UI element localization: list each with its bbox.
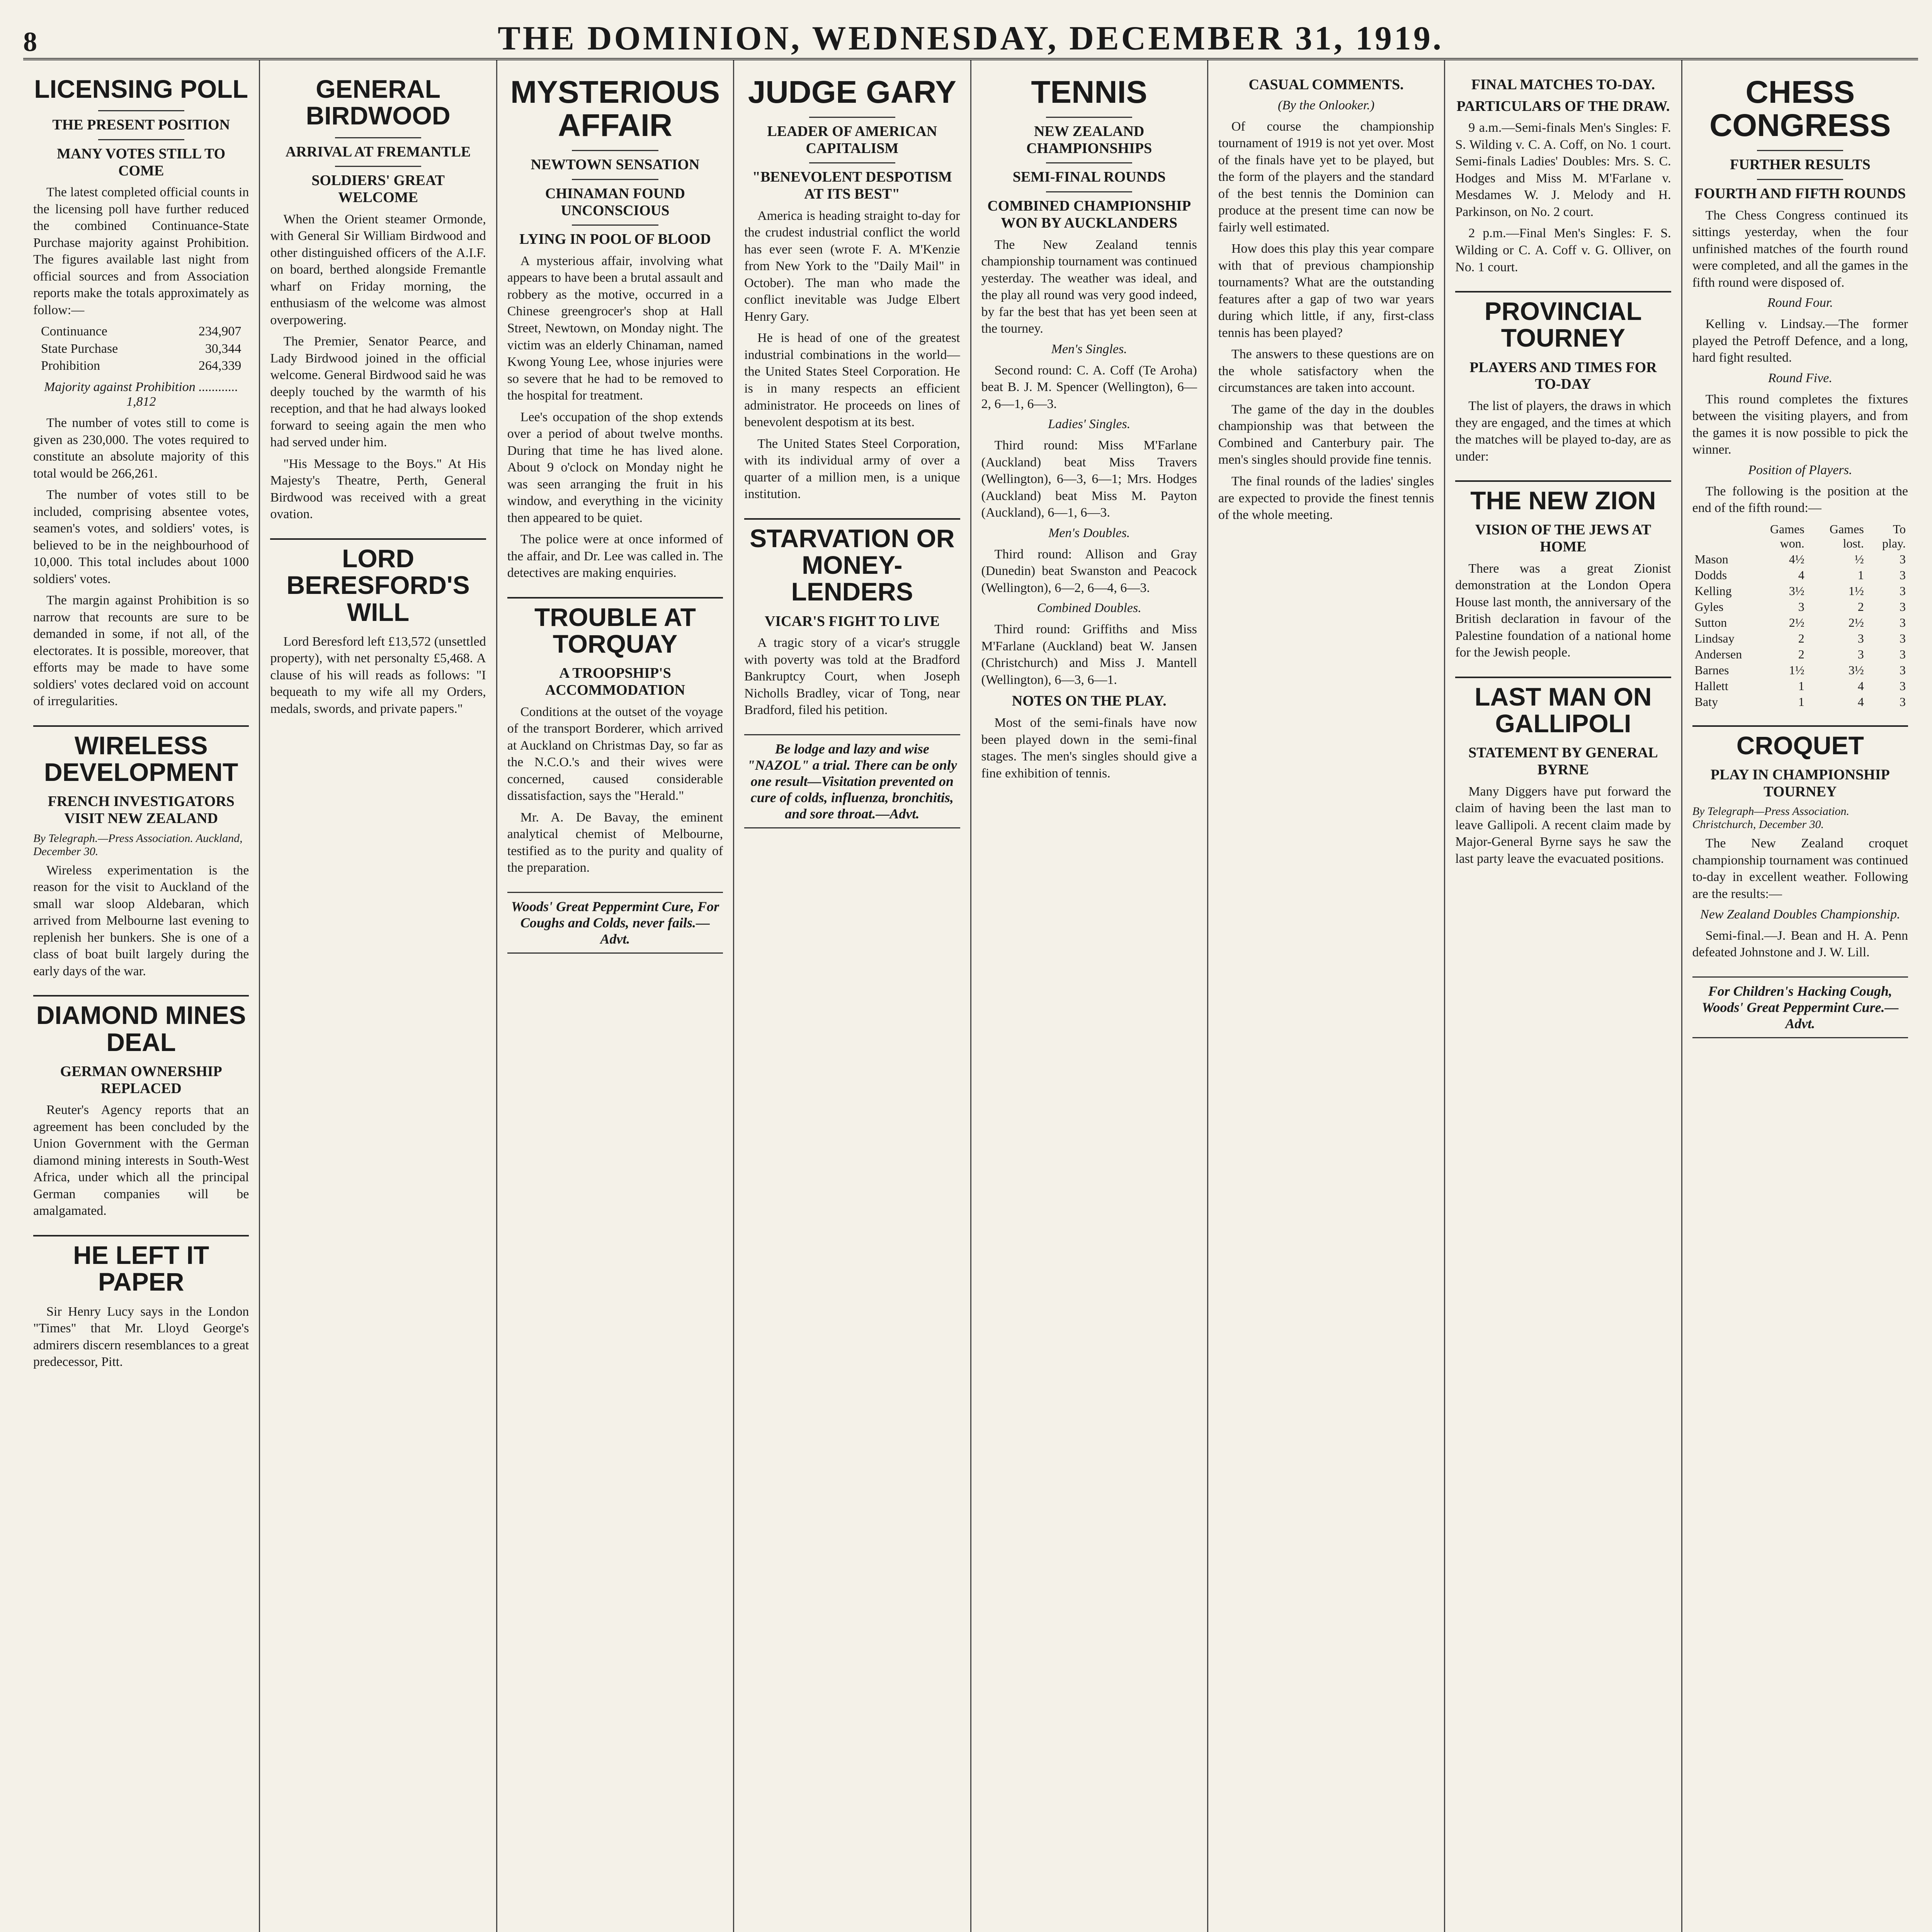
advertisement: Woods' Great Peppermint Cure, For Coughs and Colds, never fails.—Advt. bbox=[507, 892, 723, 954]
headline: DIAMOND MINES DEAL bbox=[36, 1001, 246, 1056]
article-new-zion bbox=[1455, 487, 1671, 661]
article-gallipoli bbox=[1455, 684, 1671, 867]
subheadline: LEADER OF AMERICAN CAPITALISM bbox=[767, 123, 937, 156]
article-divider bbox=[1455, 677, 1671, 678]
paragraph: The game of the day in the doubles championship was that between the Combined and Canterbury pair. The men's singles should provide fine tennis. bbox=[1218, 402, 1434, 467]
article-judge-gary bbox=[744, 76, 960, 503]
column-3 bbox=[497, 60, 734, 1932]
article-starvation bbox=[744, 525, 960, 719]
paragraph: Mr. A. De Bavay, the eminent analytical chemist of Melbourne, testified as to the purity and quality of the preparation. bbox=[507, 810, 723, 875]
masthead bbox=[23, 15, 1918, 60]
article-croquet bbox=[1692, 732, 1908, 961]
article-divider bbox=[33, 1235, 249, 1236]
divider bbox=[98, 110, 184, 111]
article-provincial-tourney bbox=[1455, 298, 1671, 465]
paragraph: There was a great Zionist demonstration at the London Opera House last month, the anniversary of the British declaration in favour of the Palestine foundation of a national home for the Jewish people. bbox=[1455, 561, 1671, 660]
paragraph: Second round: C. A. Coff (Te Aroha) beat B. J. M. Spencer (Wellington), 6—2, 6—1, 6—3. bbox=[981, 363, 1197, 411]
paragraph: Many Diggers have put forward the claim of having been the last man to leave Gallipoli. A recent claim made by Major-General Byrne says he saw the last party leave the evacuated positions. bbox=[1455, 784, 1671, 866]
divider bbox=[572, 179, 658, 180]
article-diamond-mines bbox=[33, 1002, 249, 1219]
article-tennis bbox=[981, 76, 1197, 782]
divider bbox=[335, 166, 421, 167]
column-1 bbox=[23, 60, 260, 1932]
byline: (By the Onlooker.) bbox=[1277, 98, 1375, 112]
page-number: 8 bbox=[23, 26, 37, 57]
article-beresford-will bbox=[270, 545, 486, 717]
vote-totals bbox=[33, 323, 249, 374]
headline: WIRELESS DEVELOPMENT bbox=[44, 731, 238, 787]
section-heading: Men's Singles. bbox=[1051, 342, 1127, 356]
column-4 bbox=[734, 60, 971, 1932]
section-heading: Round Four. bbox=[1767, 296, 1833, 310]
headline: STARVATION OR MONEY-LENDERS bbox=[750, 524, 955, 606]
subheadline: FRENCH INVESTIGATORS VISIT NEW ZEALAND bbox=[48, 793, 235, 827]
divider bbox=[809, 162, 895, 163]
paragraph: The number of votes still to come is given as 230,000. The votes required to constitute an absolute majority of this total would be 266,261. bbox=[33, 416, 249, 481]
article-casual-comments bbox=[1218, 77, 1434, 524]
paragraph: The list of players, the draws in which they are engaged, and the times at which the matches will be played to-day, are as under: bbox=[1455, 398, 1671, 464]
paragraph: A mysterious affair, involving what appears to have been a brutal assault and robbery as the motive, occurred in a Chinese greengrocer's shop at Hall Street, Newtown, on Monday night. The victim was an elderly Chinaman, named Kwong Young Lee, whose injuries were so severe that he had to be removed to the hospital for treatment. bbox=[507, 253, 723, 403]
section-heading: Round Five. bbox=[1768, 371, 1832, 385]
column-8 bbox=[1682, 60, 1918, 1932]
paragraph: The United States Steel Corporation, with its individual army of over a quarter of a million men, is a unique institution. bbox=[744, 436, 960, 502]
majority-line: Majority against Prohibition ............ 1,812 bbox=[44, 380, 238, 409]
headline: LICENSING POLL bbox=[34, 75, 248, 103]
article-final-matches bbox=[1455, 77, 1671, 276]
paragraph: The Chess Congress continued its sittings yesterday, when the four unfinished matches of the fourth round were completed, and all the games in the fifth round were disposed of. bbox=[1692, 208, 1908, 290]
subheadline: PLAY IN CHAMPIONSHIP TOURNEY bbox=[1710, 767, 1890, 800]
article-divider bbox=[1455, 480, 1671, 482]
subheadline: LYING IN POOL OF BLOOD bbox=[519, 231, 711, 248]
article-torquay bbox=[507, 604, 723, 876]
section-heading: Men's Doubles. bbox=[1048, 526, 1130, 540]
headline: HE LEFT IT PAPER bbox=[73, 1240, 209, 1296]
paragraph: The answers to these questions are on the whole satisfactory when the circumstances are taken into account. bbox=[1218, 347, 1434, 395]
table-row: Barnes 1½ 3½ 3 bbox=[1694, 663, 1906, 677]
table-header-row: Games won. Games lost. To play. bbox=[1770, 522, 1906, 550]
headline: FINAL MATCHES TO-DAY. bbox=[1471, 77, 1655, 93]
section-heading: Ladies' Singles. bbox=[1048, 417, 1131, 432]
advertisement: Be lodge and lazy and wise "NAZOL" a trial. There can be only one result—Visitation prevented on cure of colds, influenza, bronchitis, and sore throat.—Advt. bbox=[744, 734, 960, 828]
article-birdwood bbox=[270, 76, 486, 523]
column-7 bbox=[1445, 60, 1682, 1932]
table-row: Kelling 3½ 1½ 3 bbox=[1694, 583, 1906, 598]
table-row: Dodds 4 1 3 bbox=[1694, 568, 1906, 582]
article-divider bbox=[1692, 725, 1908, 727]
table-row: Hallett 1 4 3 bbox=[1694, 679, 1906, 693]
divider bbox=[335, 137, 421, 138]
headline: CASUAL COMMENTS. bbox=[1248, 77, 1404, 93]
table-row: Gyles 3 2 3 bbox=[1694, 599, 1906, 614]
paragraph: The following is the position at the end of the fifth round:— bbox=[1692, 484, 1908, 515]
byline: By Telegraph—Press Association. Christchurch, December 30. bbox=[1692, 805, 1850, 831]
subheadline: FOURTH AND FIFTH ROUNDS bbox=[1694, 185, 1906, 202]
subheadline: STATEMENT BY GENERAL BYRNE bbox=[1468, 745, 1658, 778]
subheadline: "BENEVOLENT DESPOTISM AT ITS BEST" bbox=[752, 169, 952, 202]
table-row: Sutton 2½ 2½ 3 bbox=[1694, 615, 1906, 629]
paragraph: Semi-final.—J. Bean and H. A. Penn defeated Johnstone and J. W. Lill. bbox=[1692, 928, 1908, 960]
paragraph: The latest completed official counts in the licensing poll have further reduced the combined Continuance-State Purchase majority against Prohibition. The figures available last night from official sources and from Association reports make the totals approximately as follow:— bbox=[33, 185, 249, 317]
paragraph: 2 p.m.—Final Men's Singles: F. S. Wilding or C. A. Coff v. G. Olliver, on No. 1 court. bbox=[1455, 226, 1671, 274]
column-6 bbox=[1208, 60, 1445, 1932]
article-divider bbox=[33, 995, 249, 997]
paragraph: Reuter's Agency reports that an agreement has been concluded by the Union Government with the German diamond mining interests in South-West Africa, under which all the principal German companies will be amalgamated. bbox=[33, 1103, 249, 1218]
paragraph: Sir Henry Lucy says in the London "Times" that Mr. Lloyd George's admirers discern resemblances to a great predecessor, Pitt. bbox=[33, 1304, 249, 1369]
subheadline: ARRIVAL AT FREMANTLE bbox=[285, 143, 471, 160]
table-row: Andersen 2 3 3 bbox=[1694, 647, 1906, 661]
headline: TENNIS bbox=[1031, 75, 1148, 110]
subheadline: NEW ZEALAND CHAMPIONSHIPS bbox=[1026, 123, 1152, 156]
article-divider bbox=[744, 518, 960, 520]
paragraph: Kelling v. Lindsay.—The former played the Petroff Defence, and a long, hard fight resulted. bbox=[1692, 317, 1908, 365]
paragraph: Most of the semi-finals have now been played down in the semi-final stages. The men's singles should give a fine exhibition of tennis. bbox=[981, 716, 1197, 781]
divider bbox=[572, 224, 658, 226]
headline: GENERAL BIRDWOOD bbox=[306, 75, 451, 130]
subheadline: VISION OF THE JEWS AT HOME bbox=[1475, 522, 1651, 555]
divider bbox=[1757, 179, 1843, 180]
article-divider bbox=[270, 538, 486, 540]
paragraph: Third round: Allison and Gray (Dunedin) beat Swanston and Peacock (Wellington), 6—2, 6—4, 6—3. bbox=[981, 547, 1197, 595]
column-2 bbox=[260, 60, 497, 1932]
vote-total-row: Prohibition 264,339 bbox=[41, 358, 242, 373]
headline: CROQUET bbox=[1736, 731, 1864, 760]
paragraph: The Premier, Senator Pearce, and Lady Birdwood joined in the official welcome. General Birdwood said he was deeply touched by the warmth of his reception, and that he had always looked forward to seeing again the men who had served under him. bbox=[270, 334, 486, 450]
paragraph: He is head of one of the greatest industrial combinations in the world—the United States Steel Corporation. He is in many respects an efficient administrator. He proceeds on lines of benevolent despotism at its best. bbox=[744, 331, 960, 430]
section-heading: Combined Doubles. bbox=[1037, 601, 1141, 616]
subheadline: GERMAN OWNERSHIP REPLACED bbox=[60, 1063, 222, 1097]
divider bbox=[1046, 191, 1132, 192]
subheadline: COMBINED CHAMPIONSHIP WON BY AUCKLANDERS bbox=[987, 198, 1191, 231]
subheadline: A TROOPSHIP'S ACCOMMODATION bbox=[545, 665, 685, 699]
paragraph: This round completes the fixtures between the visiting players, and from the games it is now possible to pick the winner. bbox=[1692, 392, 1908, 457]
subheadline: VICAR'S FIGHT TO LIVE bbox=[764, 613, 940, 629]
vote-total-row: State Purchase 30,344 bbox=[41, 341, 242, 356]
headline: CHESS CONGRESS bbox=[1709, 75, 1891, 143]
paragraph: When the Orient steamer Ormonde, with General Sir William Birdwood and other distinguished officers of the A.I.F. on board, berthed alongside Fremantle wharf on Friday morning, the enthusiasm of the welcome was almost overpowering. bbox=[270, 212, 486, 327]
subheadline: PLAYERS AND TIMES FOR TO-DAY bbox=[1469, 359, 1657, 393]
vote-total-row: Continuance 234,907 bbox=[41, 324, 242, 339]
headline: THE NEW ZION bbox=[1470, 486, 1656, 515]
subheadline: CHINAMAN FOUND UNCONSCIOUS bbox=[545, 185, 685, 219]
article-divider bbox=[33, 725, 249, 727]
paragraph: A tragic story of a vicar's struggle with poverty was told at the Bradford Bankruptcy Court, when Joseph Nicholls Bradley, vicar of Tong, near Bradford, filed his petition. bbox=[744, 636, 960, 718]
article-mysterious-affair bbox=[507, 76, 723, 582]
headline: LAST MAN ON GALLIPOLI bbox=[1475, 682, 1652, 738]
paragraph: Of course the championship tournament of 1919 is not yet over. Most of the finals have yet to be played, but the form of the players and the standard of the best tennis the Dominion can produce at the present time can now be fairly well estimated. bbox=[1218, 119, 1434, 235]
paragraph: The margin against Prohibition is so narrow that recounts are sure to be demanded in some, if not all, of the electorates. It is possible, moreover, that efforts may be made to have some soldiers' votes declared void on account of irregularities. bbox=[33, 593, 249, 709]
headline: TROUBLE AT TORQUAY bbox=[534, 602, 696, 658]
paragraph: Conditions at the outset of the voyage of the transport Borderer, which arrived at Auckland on Christmas Day, so far as the N.C.O.'s and their wives were concerned, caused considerable dissatisfaction, says the "Herald." bbox=[507, 704, 723, 803]
byline: By Telegraph.—Press Association. Auckland, December 30. bbox=[33, 832, 243, 858]
divider bbox=[572, 150, 658, 151]
article-chess bbox=[1692, 76, 1908, 710]
paragraph: America is heading straight to-day for the crudest industrial conflict the world has ever seen (wrote F. A. M'Kenzie from New York to the "Daily Mail" in October). The man who made the conflict inevitable was Judge Elbert Henry Gary. bbox=[744, 208, 960, 324]
paragraph: The number of votes still to be included, comprising absentee votes, seamen's votes, and soldiers' votes, is believed to be in the neighbourhood of 10,000. This total includes about 1000 soldiers' votes. bbox=[33, 488, 249, 586]
subheadline: MANY VOTES STILL TO COME bbox=[57, 145, 226, 179]
columns bbox=[23, 60, 1918, 1932]
newspaper-title: THE DOMINION, WEDNESDAY, DECEMBER 31, 1919. bbox=[498, 20, 1444, 57]
paragraph: The police were at once informed of the affair, and Dr. Lee was called in. The detectives are making enquiries. bbox=[507, 532, 723, 580]
divider bbox=[1757, 150, 1843, 151]
divider bbox=[98, 139, 184, 140]
paragraph: Wireless experimentation is the reason for the visit to Auckland of the small war sloop Aldebaran, which arrived from Melbourne last evening to replenish her bunkers. She is one of a class of boat built largely during the early days of the war. bbox=[33, 863, 249, 978]
standings-table bbox=[1692, 521, 1908, 710]
subheadline: SEMI-FINAL ROUNDS bbox=[1012, 169, 1166, 185]
section-heading: NOTES ON THE PLAY. bbox=[1012, 693, 1167, 709]
divider bbox=[1046, 162, 1132, 163]
subheadline: PARTICULARS OF THE DRAW. bbox=[1456, 98, 1670, 114]
headline: PROVINCIAL TOURNEY bbox=[1484, 297, 1642, 352]
article-divider bbox=[1455, 291, 1671, 293]
table-row: Baty 1 4 3 bbox=[1694, 694, 1906, 709]
divider bbox=[1046, 117, 1132, 118]
headline: MYSTERIOUS AFFAIR bbox=[510, 75, 720, 143]
column-5 bbox=[971, 60, 1208, 1932]
subheadline: NEWTOWN SENSATION bbox=[531, 156, 700, 173]
table-row: Lindsay 2 3 3 bbox=[1694, 631, 1906, 645]
paragraph: The New Zealand tennis championship tournament was continued yesterday. The weather was ideal, and the play all round was very good indeed, by far the best that has yet been seen at the tourney. bbox=[981, 237, 1197, 336]
section-heading: Position of Players. bbox=[1748, 463, 1852, 477]
paragraph: Third round: Miss M'Farlane (Auckland) beat Miss Travers (Wellington), 6—3, 6—1; Mrs. Hodges (Auckland) beat Miss M. Payton (Auckland), 6—1, 6—3. bbox=[981, 438, 1197, 520]
paragraph: Lord Beresford left £13,572 (unsettled property), with net personalty £5,468. A clause of his will reads as follows: "I bequeath to my wife all my Orders, medals, swords, and private papers." bbox=[270, 634, 486, 716]
paragraph: Lee's occupation of the shop extends over a period of about twelve months. During that time he has lived alone. About 9 o'clock on Monday night he was seen arranging the fruit in his window, and everything in the vicinity then appeared to be quiet. bbox=[507, 410, 723, 525]
paragraph: "His Message to the Boys." At His Majesty's Theatre, Perth, General Birdwood was received with a great ovation. bbox=[270, 456, 486, 522]
paragraph: 9 a.m.—Semi-finals Men's Singles: F. S. Wilding v. C. A. Coff, on No. 1 court. Semi-finals Ladies' Doubles: Mrs. S. C. Hodges and Miss M. M'Farlane v. Mesdames W. J. Melody and H. Parkinson, on No. 2 court. bbox=[1455, 121, 1671, 219]
paragraph: Third round: Griffiths and Miss M'Farlane (Auckland) beat W. Jansen (Christchurch) and Miss J. Mantell (Wellington), 6—3, 6—1. bbox=[981, 622, 1197, 687]
article-left-it-paper bbox=[33, 1242, 249, 1371]
section-heading: New Zealand Doubles Championship. bbox=[1700, 907, 1900, 922]
article-divider bbox=[507, 597, 723, 599]
divider bbox=[809, 117, 895, 118]
headline: JUDGE GARY bbox=[748, 75, 956, 110]
paragraph: The New Zealand croquet championship tournament was continued to-day in excellent weather. Following are the results:— bbox=[1692, 836, 1908, 901]
subheadline: FURTHER RESULTS bbox=[1730, 156, 1871, 173]
headline: LORD BERESFORD'S WILL bbox=[286, 544, 470, 626]
paragraph: How does this play this year compare with that of previous championship tournaments? What are the outstanding features after a gap of two war years during which little, if any, first-class tennis has been played? bbox=[1218, 242, 1434, 340]
subheadline: THE PRESENT POSITION bbox=[52, 117, 230, 133]
advertisement: For Children's Hacking Cough, Woods' Great Peppermint Cure.—Advt. bbox=[1692, 976, 1908, 1038]
table-row: Mason 4½ ½ 3 bbox=[1694, 552, 1906, 566]
paragraph: The final rounds of the ladies' singles are expected to provide the finest tennis of the whole meeting. bbox=[1218, 474, 1434, 522]
subheadline: SOLDIERS' GREAT WELCOME bbox=[311, 172, 445, 206]
article-licensing-poll bbox=[33, 76, 249, 710]
article-wireless bbox=[33, 732, 249, 980]
